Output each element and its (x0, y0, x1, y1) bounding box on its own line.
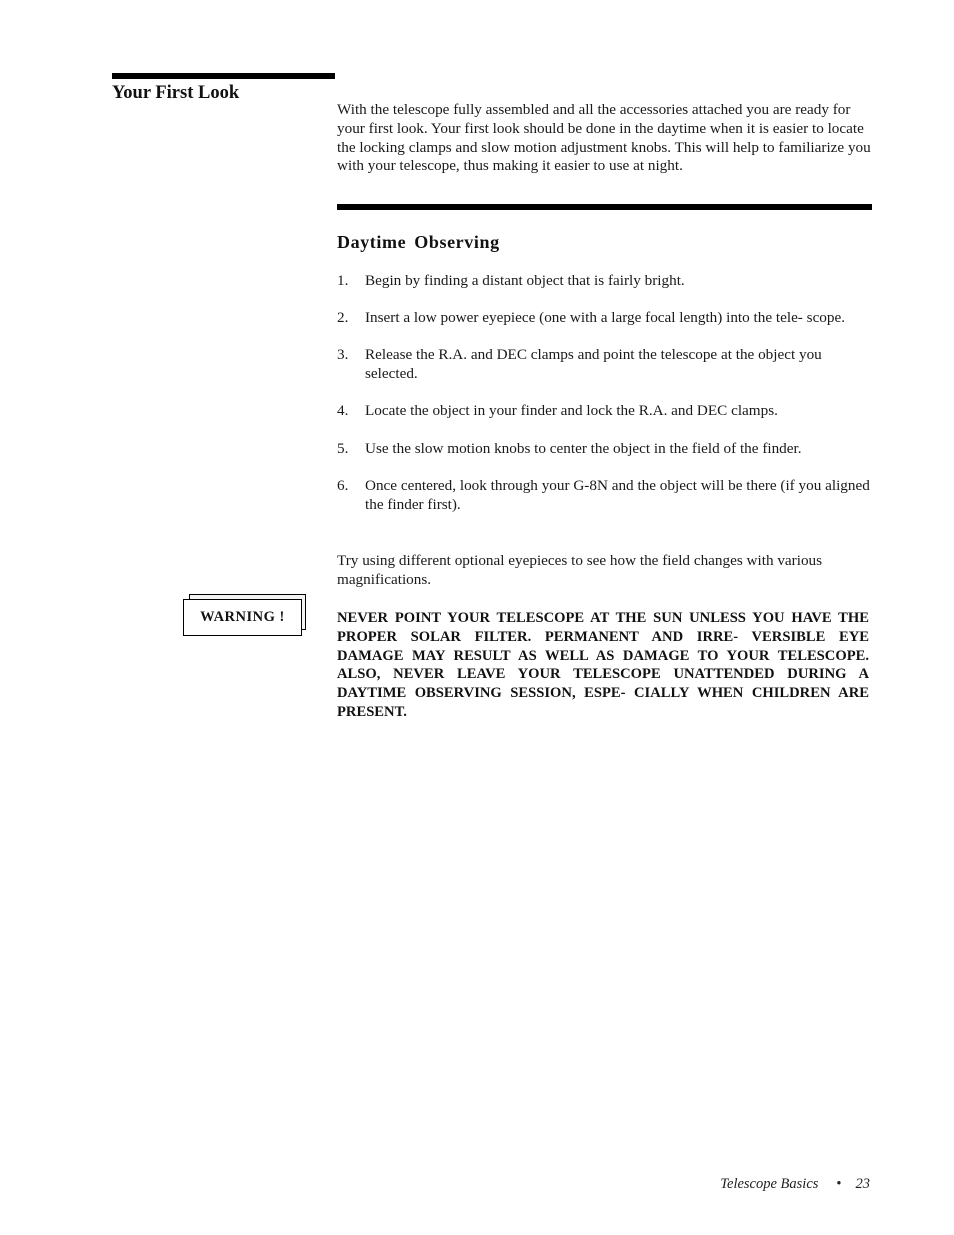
closing-paragraph: Try using different optional eyepieces to see how the field changes with various magnifications. (337, 552, 823, 588)
list-item (337, 346, 873, 384)
page-number: 23 (855, 1176, 870, 1192)
list-item (337, 272, 873, 291)
warning-text: NEVER POINT YOUR TELESCOPE AT THE SUN UNLESS YOU HAVE THE PROPER SOLAR FILTER. PERMANENT AND IRRE- VERSIBLE EYE DAMAGE MAY RESULT AS WELL AS DAMAGE TO YOUR TELESCOPE. ALSO, NEVER LEAVE YOUR TELESCOPE UNATTENDED DURING A DAYTIME OBSERVING SESSION, ESPE- CIALLY WHEN CHILDREN ARE PRESENT. (337, 610, 869, 720)
subsection-title: Daytime Observing (337, 232, 500, 252)
step-number: 6. (337, 476, 349, 494)
step-text: Release the R.A. and DEC clamps and point the telescope at the object you selected. (365, 346, 822, 383)
list-item (337, 440, 873, 459)
section-title: Your First Look (112, 83, 240, 103)
footer-bullet: • (836, 1176, 842, 1192)
intro-paragraph: With the telescope fully assembled and all the accessories attached you are ready for your first look. Your first look should be done in the daytime when it is easier to locate the locking clamps and slow motion adjustment knobs. This will help to familiarize you with your telescope, thus making it easier to use at night. (337, 101, 871, 175)
step-text: Begin by finding a distant object that is fairly bright. (365, 272, 685, 289)
warning-label: WARNING ! (183, 599, 302, 636)
list-item (337, 402, 873, 421)
step-number: 2. (337, 309, 349, 327)
step-text: Use the slow motion knobs to center the object in the field of the finder. (365, 439, 802, 457)
step-text: Once centered, look through your G-8N and the object will be there (if you aligned the finder first). (365, 476, 870, 513)
list-item (337, 309, 873, 328)
subsection-rule (337, 204, 872, 210)
list-item (337, 477, 873, 515)
step-text: Locate the object in your finder and lock the R.A. and DEC clamps. (365, 402, 778, 420)
step-text: Insert a low power eyepiece (one with a large focal length) into the tele- scope. (365, 309, 846, 327)
section-top-rule (112, 73, 335, 79)
step-number: 5. (337, 439, 349, 457)
step-number: 4. (337, 402, 349, 420)
step-number: 1. (337, 272, 349, 289)
footer-section-name: Telescope Basics (720, 1176, 819, 1192)
steps-list (337, 272, 873, 533)
step-number: 3. (337, 346, 349, 364)
page-footer (720, 1175, 870, 1193)
